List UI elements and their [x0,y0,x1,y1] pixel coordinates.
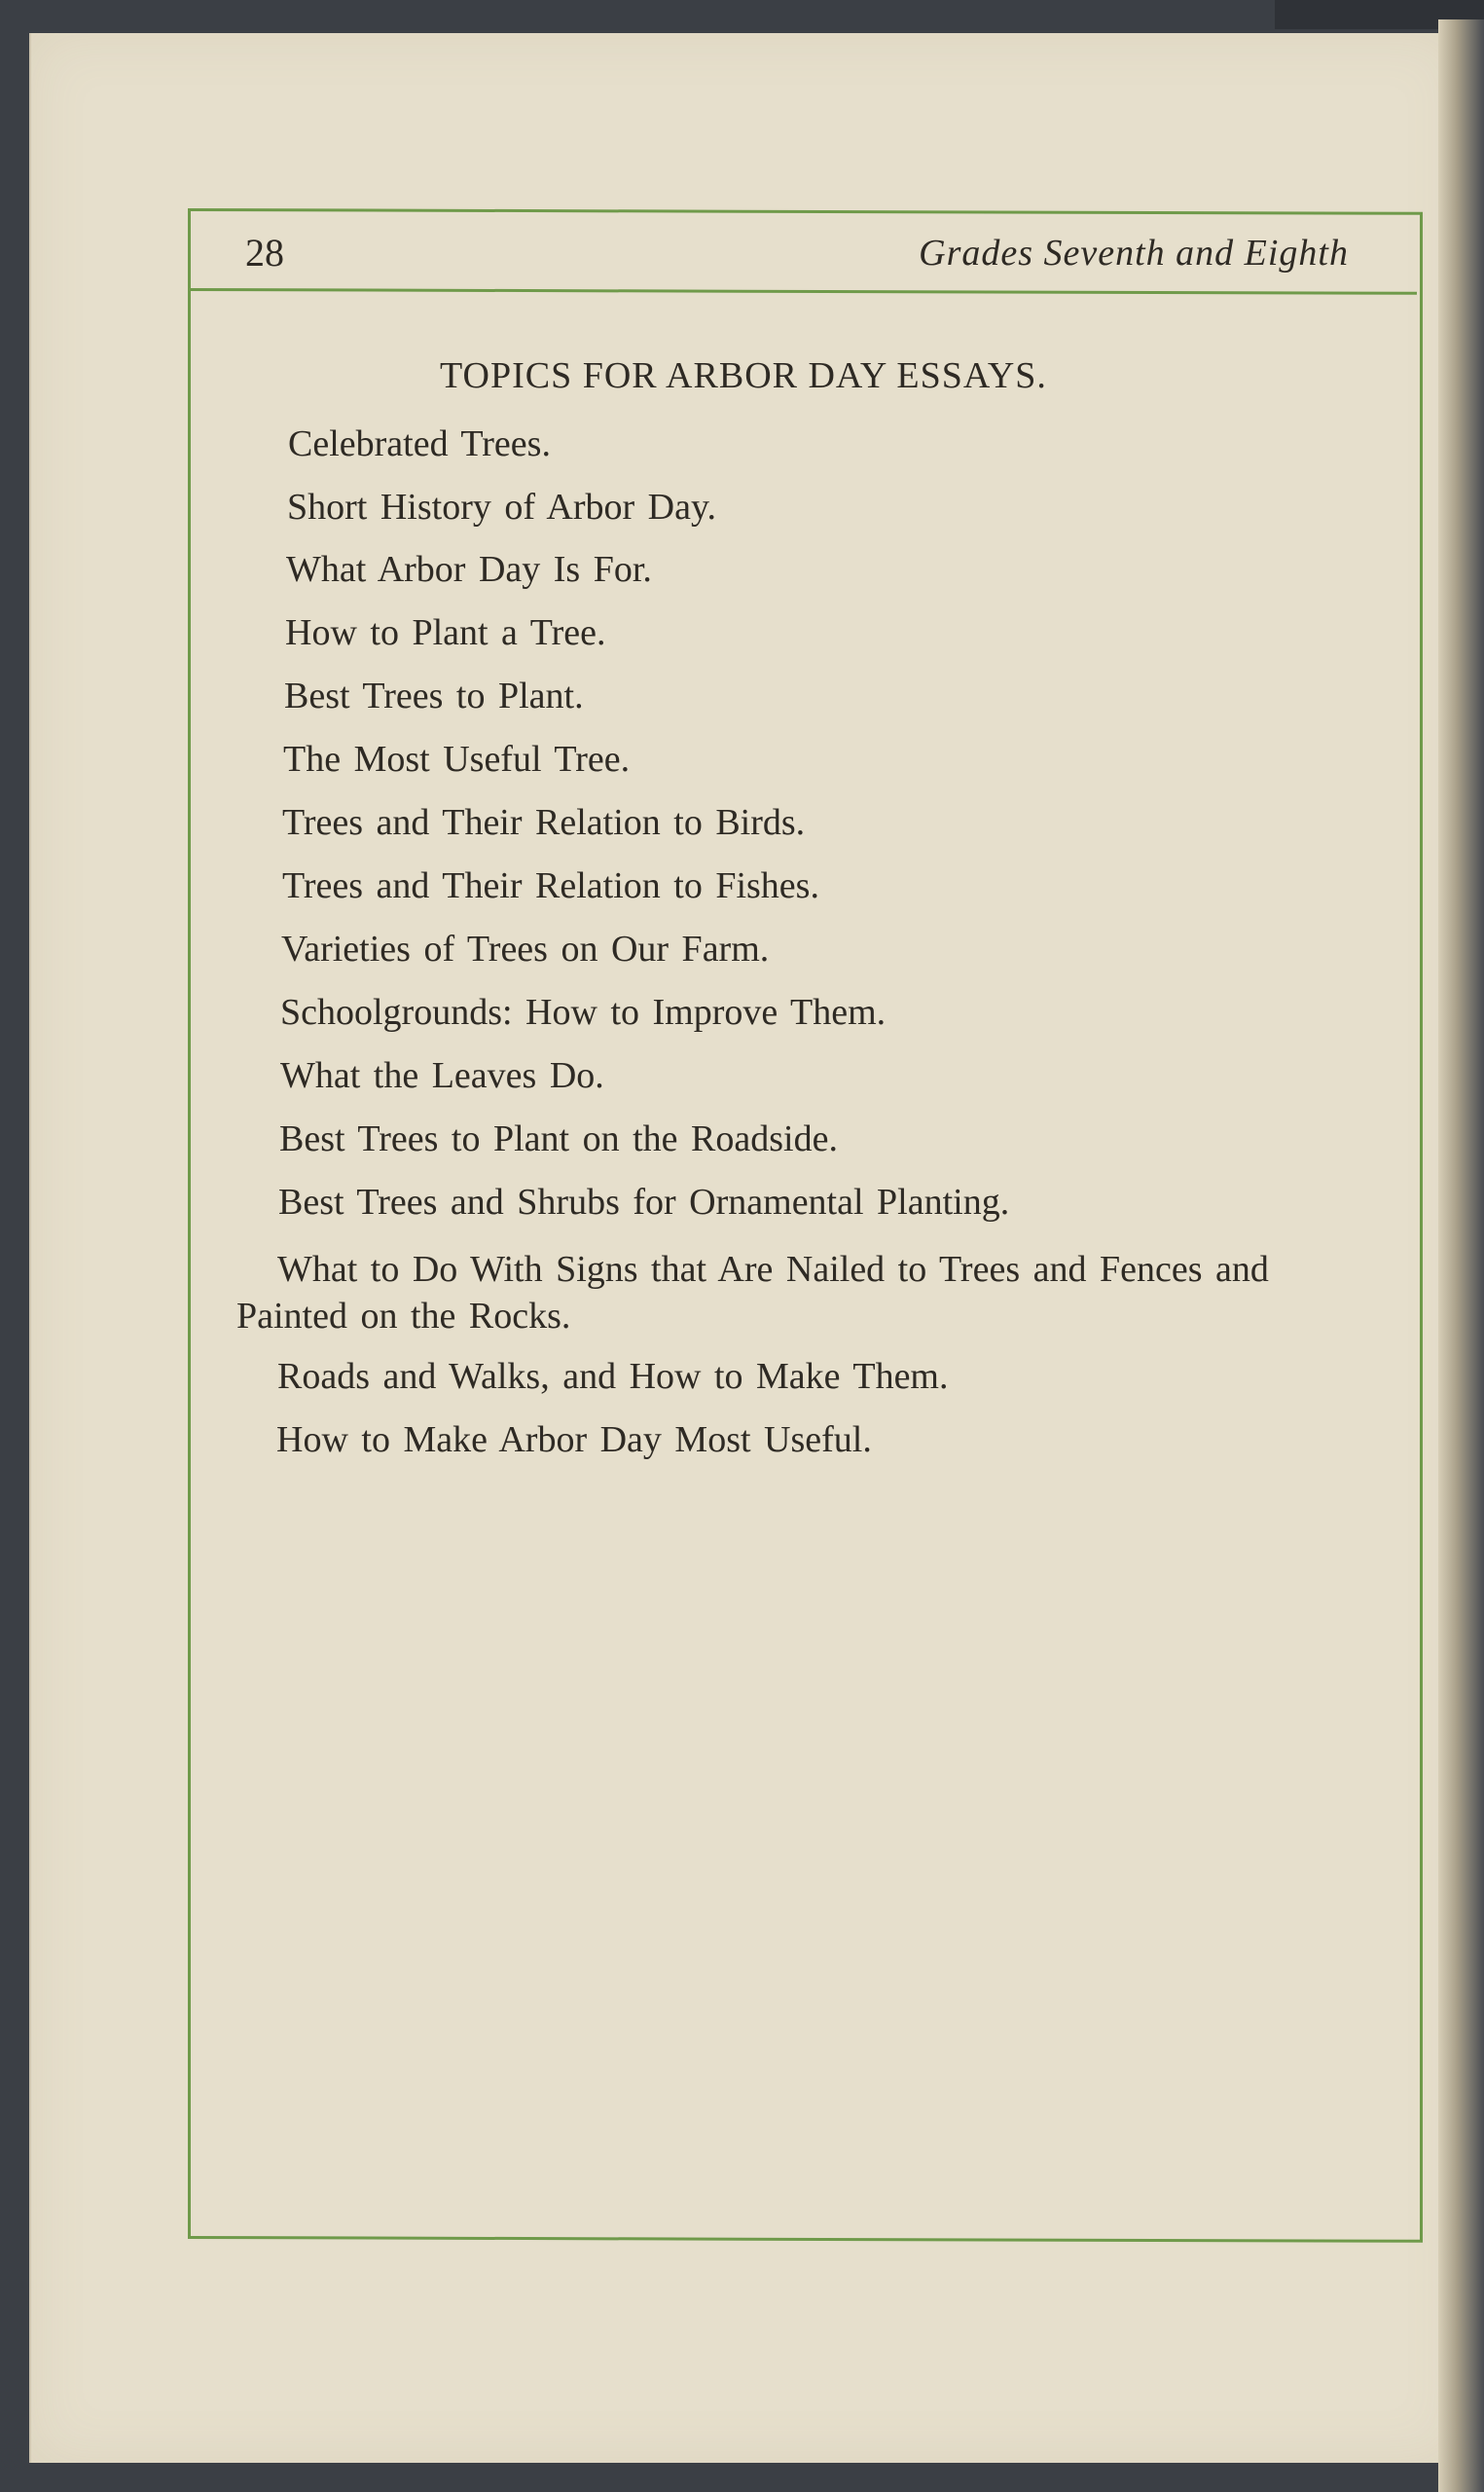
topic-item: Short History of Arbor Day. [287,487,716,528]
topic-item: Trees and Their Relation to Birds. [282,802,806,843]
topic-item: Best Trees to Plant. [284,676,584,716]
topic-item: Varieties of Trees on Our Farm. [281,929,770,970]
topic-item: What the Leaves Do. [280,1055,604,1096]
section-title: TOPICS FOR ARBOR DAY ESSAYS. [440,355,1047,396]
running-head: Grades Seventh and Eighth [919,233,1349,274]
topic-item: Best Trees to Plant on the Roadside. [279,1118,838,1159]
page-gutter-edge [1438,19,1484,2492]
topic-item: How to Plant a Tree. [285,612,606,653]
topic-item: The Most Useful Tree. [283,739,631,780]
topic-item: Roads and Walks, and How to Make Them. [277,1356,949,1397]
page-number: 28 [245,231,284,275]
topic-item: Best Trees and Shrubs for Ornamental Planting. [278,1182,1010,1223]
topic-item: What Arbor Day Is For. [286,549,652,590]
topic-item: Celebrated Trees. [288,423,551,464]
topic-item: Trees and Their Relation to Fishes. [282,865,819,906]
topic-item: What to Do With Signs that Are Nailed to Trees and Fences and Painted on the Rocks. [236,1249,1269,1337]
topic-item: How to Make Arbor Day Most Useful. [276,1419,872,1460]
topic-item: Schoolgrounds: How to Improve Them. [280,992,887,1033]
